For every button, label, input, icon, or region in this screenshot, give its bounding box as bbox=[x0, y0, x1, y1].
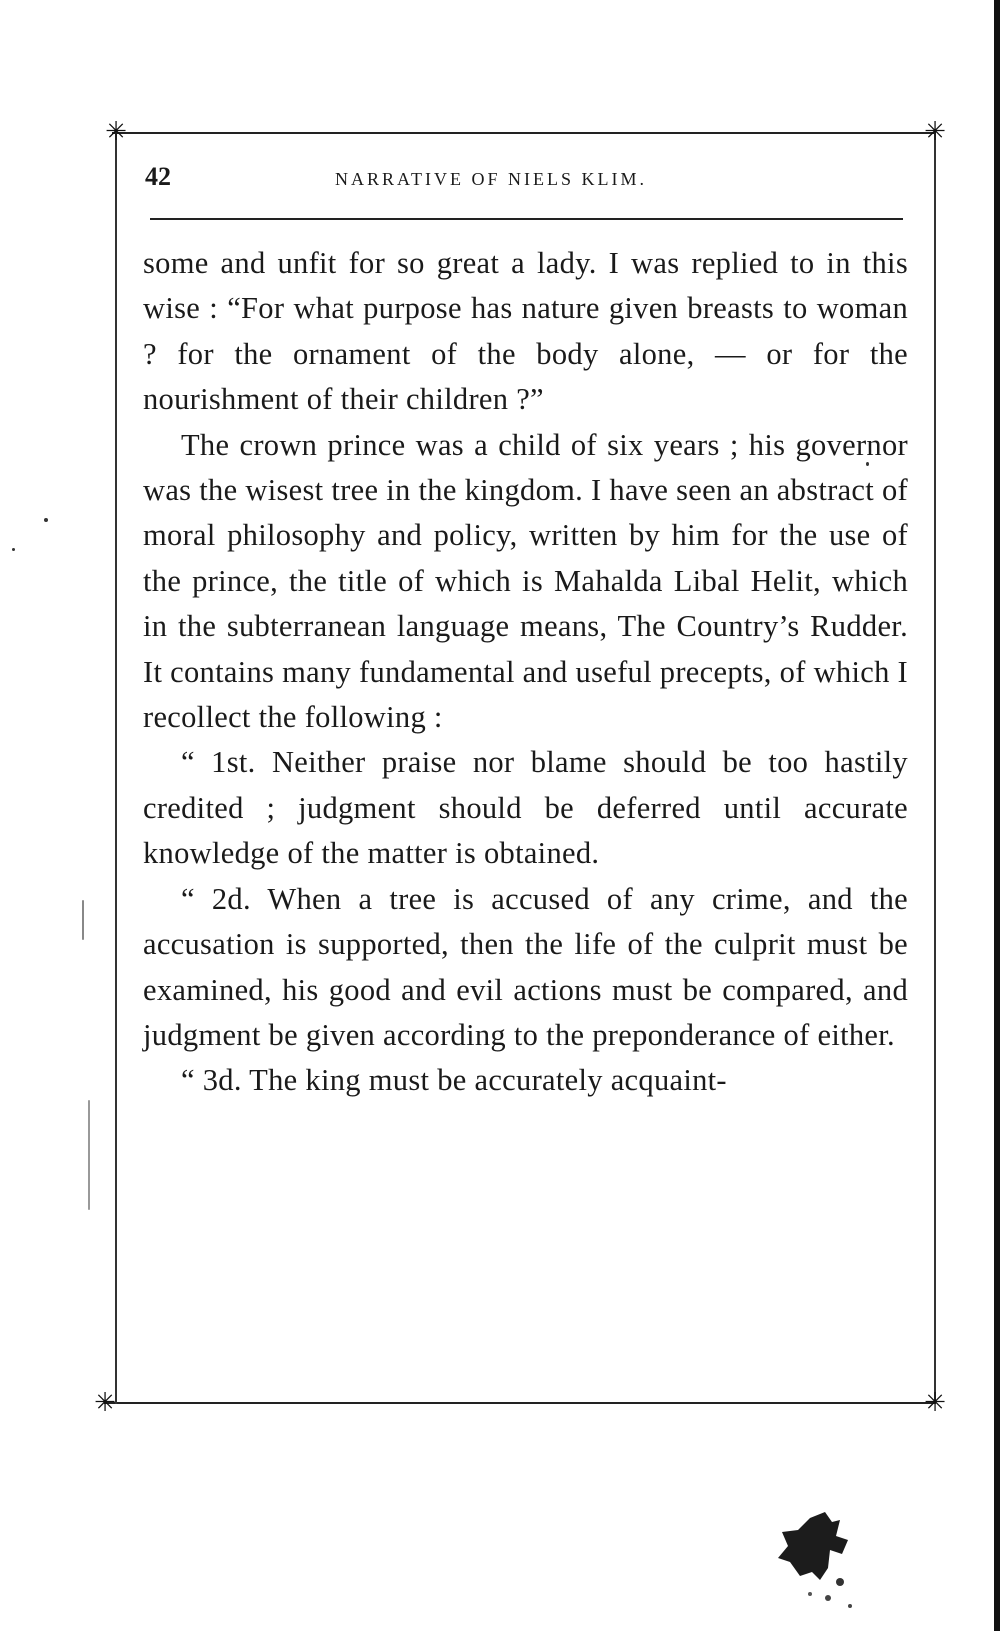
paragraph: some and unfit for so great a lady. I was replied to in this wise : “For what purpose has nature given breasts to woman ? for the ornament of the body alone, — or for the nourishment of their children ?” bbox=[143, 246, 908, 417]
page-number: 42 bbox=[145, 162, 171, 191]
frame-bottom-rule bbox=[104, 1402, 934, 1404]
scan-edge bbox=[994, 0, 1000, 1631]
paragraph: “ 1st. Neither praise nor blame should be too hastily credited ; judgment should be deferred until accurate knowledge of the matter is obtained. bbox=[143, 745, 908, 871]
corner-star-icon: ✳ bbox=[924, 1388, 946, 1418]
header-rule bbox=[150, 218, 903, 220]
frame-left-rule bbox=[115, 132, 117, 1404]
paragraph: “ 3d. The king must be accurately acquaint- bbox=[181, 1063, 727, 1098]
scan-speck bbox=[44, 518, 48, 522]
frame-top-rule bbox=[112, 132, 934, 134]
scan-speck bbox=[88, 1100, 90, 1210]
paragraph: “ 2d. When a tree is accused of any crime, and the accusation is supported, then the life of the culprit must be examined, his good and evil actions must be compared, and judgment be given according to the preponderance of either. bbox=[143, 881, 908, 1052]
scan-speck bbox=[866, 462, 869, 466]
corner-star-icon: ✳ bbox=[924, 117, 946, 147]
running-title: NARRATIVE OF NIELS KLIM. bbox=[335, 169, 647, 189]
corner-star-icon: ✳ bbox=[94, 1388, 116, 1418]
body-text bbox=[143, 241, 908, 1104]
frame-right-rule bbox=[934, 132, 936, 1404]
scan-speck bbox=[82, 900, 84, 940]
paragraph: The crown prince was a child of six years ; his governor was the wisest tree in the kingdom. I have seen an abstract of moral philosophy and policy, written by him for the use of the prince, the title of which is Mahalda Libal Helit, which in the subterranean language means, The Country’s Rudder. It contains many fundamental and useful precepts, of which I recollect the following : bbox=[143, 427, 909, 735]
scan-speck bbox=[12, 548, 15, 551]
corner-star-icon: ✳ bbox=[105, 117, 127, 147]
ink-blot-icon bbox=[770, 1510, 870, 1620]
running-head bbox=[145, 162, 905, 198]
